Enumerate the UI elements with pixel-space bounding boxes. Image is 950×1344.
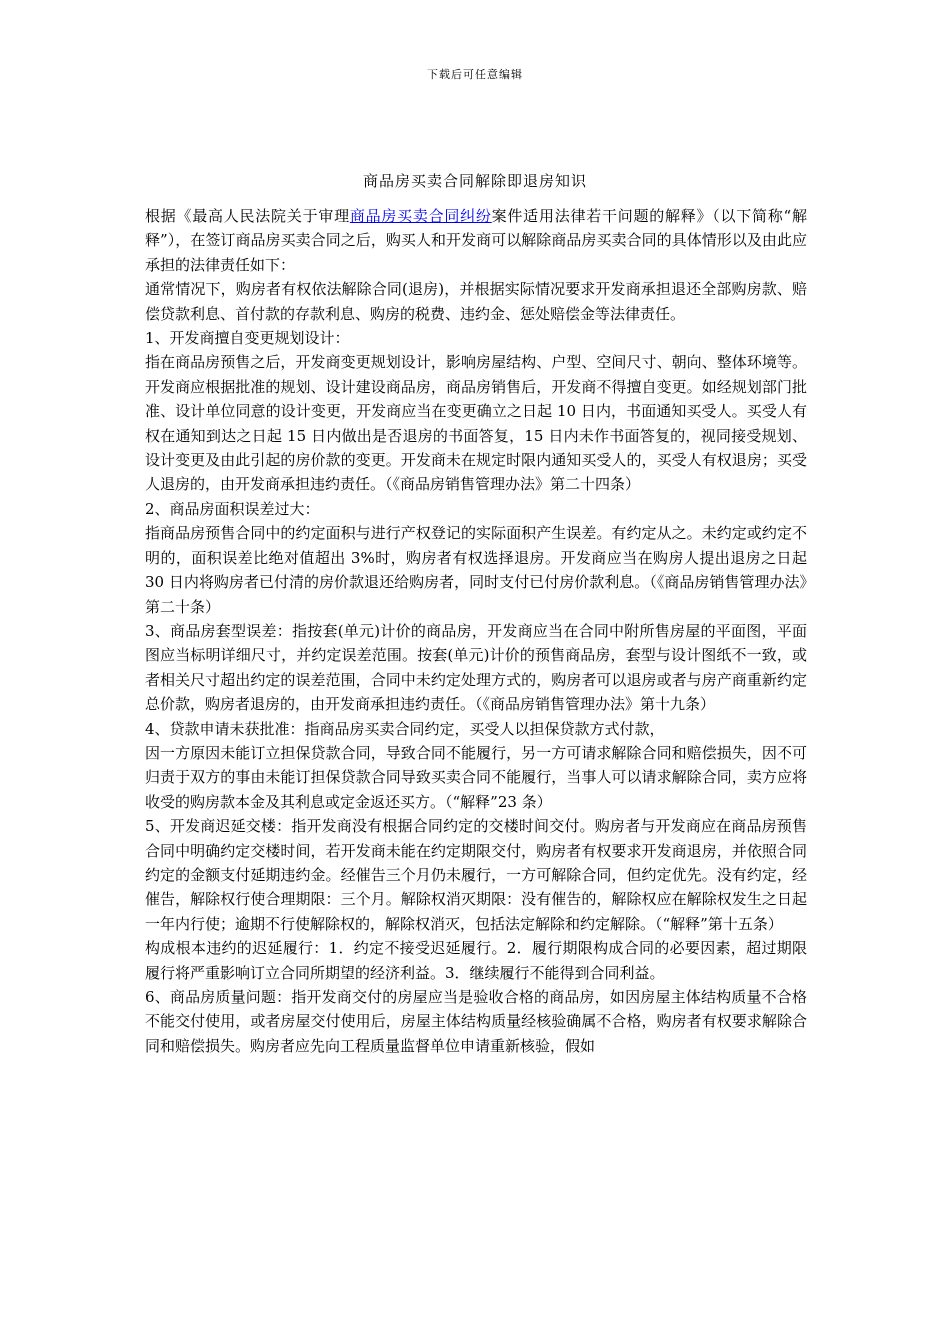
paragraph-general-rights: 通常情况下，购房者有权依法解除合同(退房)，并根据实际情况要求开发商承担退还全部购房款、赔偿贷款利息、首付款的存款利息、购房的税费、违约金、惩处赔偿金等法律责任。 (145, 280, 807, 323)
heading-area-error: 2、商品房面积误差过大： (145, 499, 320, 518)
paragraph-loan-contract: 因一方原因未能订立担保贷款合同，导致合同不能履行，另一方可请求解除合同和赔偿损失，因不可归责于双方的事由未能订担保贷款合同导致买卖合同不能履行，当事人可以请求解除合同，卖方应将收受的购房款本金及其利息或定金返还买方。（“解释”23 条） (145, 743, 807, 811)
intro-paragraph (145, 204, 807, 277)
document-body (145, 204, 807, 1058)
intro-text-after-link: 案件适用法律若干问题的解释》（以下简称“解释”），在签订商品房买卖合同之后，购买人和开发商可以解除商品房买卖合同的具体情形以及由此应承担的法律责任如下： (145, 207, 807, 274)
document-title: 商品房买卖合同解除即退房知识 (362, 172, 587, 190)
header-note: 下载后可任意编辑 (427, 68, 523, 81)
paragraph-delayed-delivery: 5、开发商迟延交楼：指开发商没有根据合同约定的交楼时间交付。购房者与开发商应在商品房预售合同中明确约定交楼时间，若开发商未能在约定期限交付，购房者有权要求开发商退房，并依照合同约定的金额支付延期违约金。经催告三个月仍未履行，一方可解除合同，但约定优先。没有约定，经催告，解除权行使合理期限：三个月。解除权消灭期限：没有催告的，解除权应在解除权发生之日起一年内行使；逾期不行使解除权的，解除权消灭，包括法定解除和约定解除。（“解释”第十五条） (145, 817, 807, 933)
paragraph-quality-issue: 6、商品房质量问题：指开发商交付的房屋应当是验收合格的商品房，如因房屋主体结构质量不合格不能交付使用，或者房屋交付使用后，房屋主体结构质量经核验确属不合格，购房者有权要求解除合同和赔偿损失。购房者应先向工程质量监督单位申请重新核验，假如 (145, 988, 807, 1055)
paragraph-loan-not-approved: 4、贷款申请未获批准：指商品房买卖合同约定，买受人以担保贷款方式付款， (145, 719, 665, 738)
paragraph-fundamental-breach: 构成根本违约的迟延履行：1．约定不接受迟延履行。2．履行期限构成合同的必要因素，超过期限履行将严重影响订立合同所期望的经济利益。3．继续履行不能得到合同利益。 (145, 939, 807, 982)
paragraph-area-error: 指商品房预售合同中的约定面积与进行产权登记的实际面积产生误差。有约定从之。未约定或约定不明的，面积误差比绝对值超出 3%时，购房者有权选择退房。开发商应当在购房人提出退房之日起 30 日内将购房者已付清的房价款退还给购房者，同时支付已付房价款利息。（《商品房销售管理办法》第二十条） (145, 524, 807, 616)
heading-planning-change: 1、开发商擅自变更规划设计： (145, 329, 350, 348)
contract-dispute-link[interactable]: 商品房买卖合同纠纷 (349, 207, 492, 225)
paragraph-unit-type-error: 3、商品房套型误差：指按套(单元)计价的商品房，开发商应当在合同中附所售房屋的平面图，平面图应当标明详细尺寸，并约定误差范围。按套(单元)计价的预售商品房，套型与设计图纸不一致，或者相关尺寸超出约定的误差范围，合同中未约定处理方式的，购房者可以退房或者与房产商重新约定总价款，购房者退房的，由开发商承担违约责任。（《商品房销售管理办法》第十九条） (145, 621, 807, 714)
paragraph-planning-change: 指在商品房预售之后，开发商变更规划设计，影响房屋结构、户型、空间尺寸、朝向、整体环境等。开发商应根据批准的规划、设计建设商品房，商品房销售后，开发商不得擅自变更。如经规划部门批准、设计单位同意的设计变更，开发商应当在变更确立之日起 10 日内，书面通知买受人。买受人有权在通知到达之日起 15 日内做出是否退房的书面答复，15 日内未作书面答复的，视同接受规划、设计变更及由此引起的房价款的变更。开发商未在规定时限内通知买受人的，买受人有权退房；买受人退房的，由开发商承担违约责任。（《商品房销售管理办法》第二十四条） (145, 353, 807, 494)
intro-text-before-link: 根据《最高人民法院关于审理 (145, 207, 350, 225)
